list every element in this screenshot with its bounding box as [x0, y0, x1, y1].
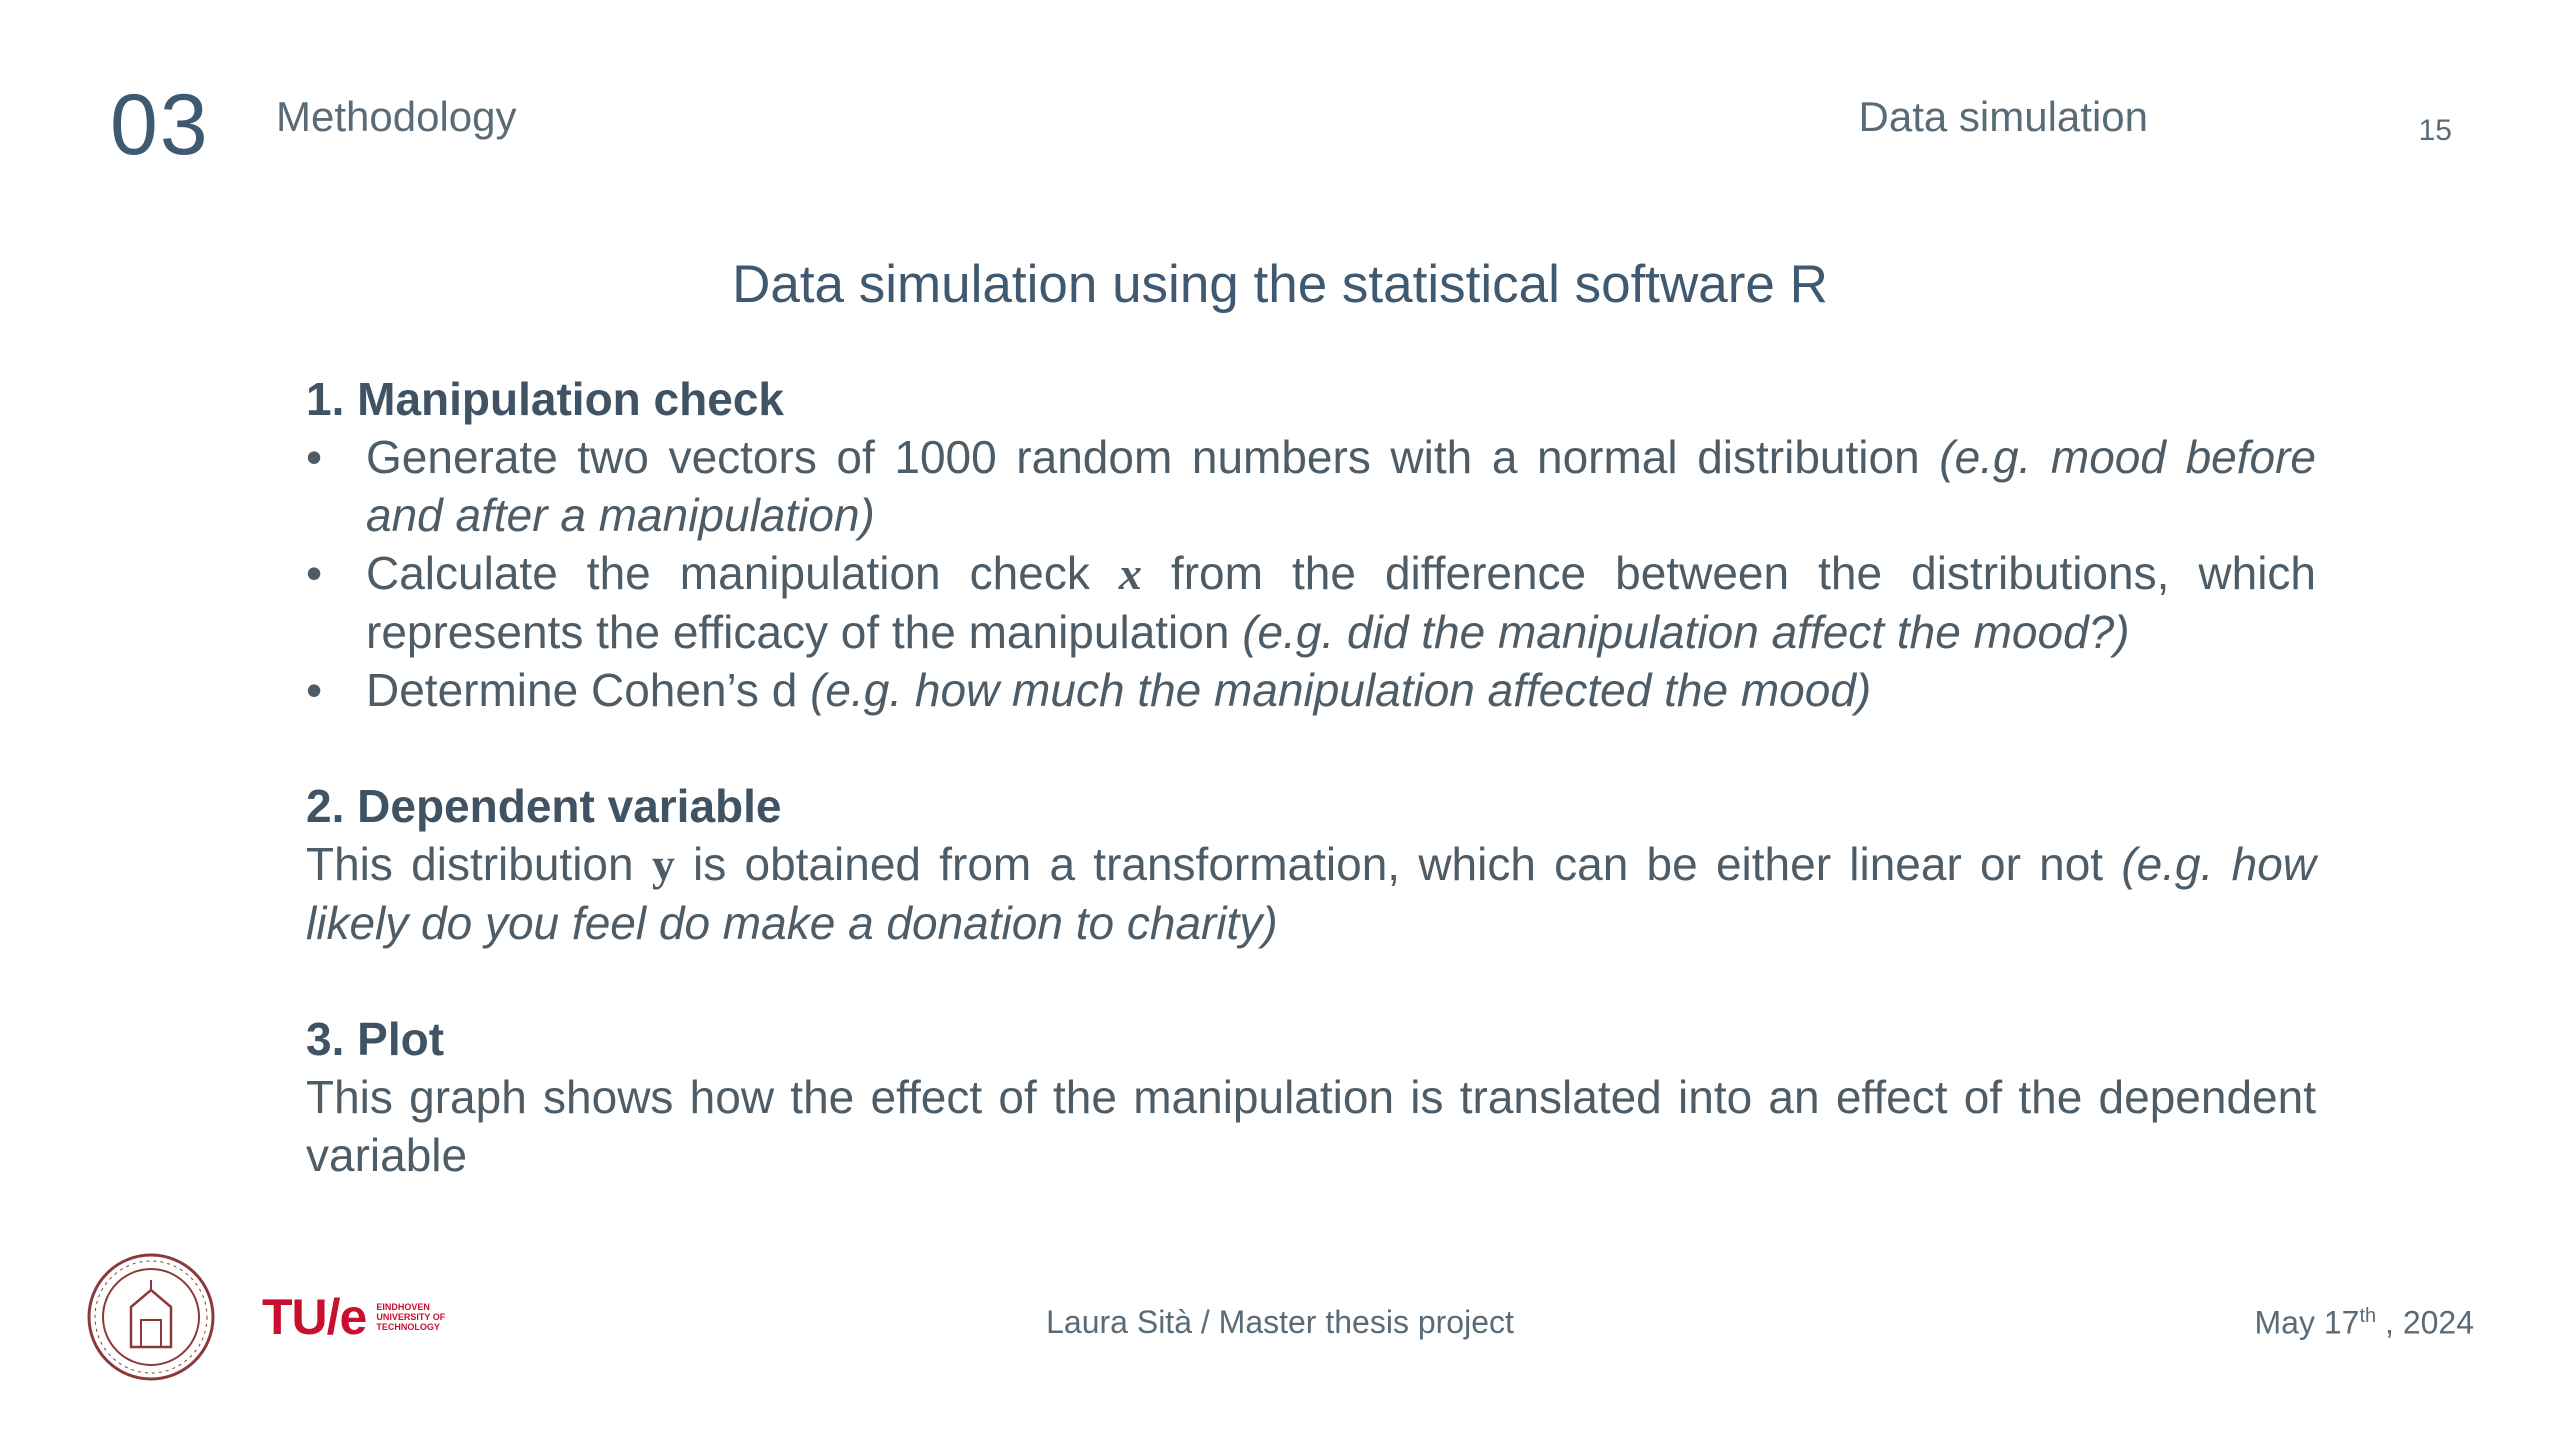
list-item: [306, 661, 2316, 719]
bullet-text: Calculate the manipulation check: [366, 547, 1119, 599]
topic-name: Data simulation: [1858, 93, 2148, 140]
date-suffix: th: [2359, 1305, 2377, 1327]
bullet-text-continued: from the difference between the distributions, which represents the efficacy of the manipulation: [366, 547, 2317, 658]
slide-content: [306, 370, 2316, 1184]
bullet-example: (e.g. mood before and after a manipulation): [366, 431, 2316, 541]
bullet-example: (e.g. did the manipulation affect the mood?): [1242, 606, 2130, 658]
tue-logo-mark: TU/e: [262, 1289, 367, 1345]
dependent-variable-text: [306, 835, 2316, 952]
spacer: [306, 952, 2316, 1010]
slide-title: Data simulation using the statistical software R: [732, 255, 1828, 314]
footer-date: [2255, 1306, 2474, 1339]
date-text: May 17: [2254, 1304, 2360, 1341]
page-number: 15: [2418, 114, 2452, 147]
tue-logo-line: TECHNOLOGY: [376, 1322, 440, 1332]
paragraph-example: (e.g. how likely do you feel do make a donation to charity): [306, 838, 2316, 949]
list-item: [306, 428, 2316, 544]
section-name: Methodology: [276, 93, 517, 140]
bullet-icon: •: [306, 664, 323, 716]
list-item: [306, 544, 2316, 661]
bullet-text: Determine Cohen’s d: [366, 664, 811, 716]
paragraph-text: This distribution: [306, 838, 652, 890]
section-number: 03: [110, 77, 210, 173]
manipulation-check-list: [306, 428, 2316, 719]
plot-text: This graph shows how the effect of the manipulation is translated into an effect of the dependent variable: [306, 1071, 2316, 1181]
tue-logo-line: EINDHOVEN: [376, 1302, 430, 1312]
date-year: , 2024: [2376, 1304, 2474, 1341]
bullet-text: Generate two vectors of 1000 random numbers with a normal distribution: [366, 431, 1940, 483]
bullet-example: (e.g. how much the manipulation affected the mood): [810, 664, 1872, 716]
variable-y: y: [651, 839, 675, 890]
bullet-icon: •: [306, 431, 323, 483]
spacer: [306, 719, 2316, 777]
variable-x: x: [1118, 548, 1142, 599]
paragraph-text-continued: is obtained from a transformation, which can be either linear or not: [674, 838, 2122, 890]
footer-author: Laura Sità / Master thesis project: [1046, 1304, 1514, 1340]
section-heading-dependent-variable: 2. Dependent variable: [306, 780, 782, 832]
bullet-icon: •: [306, 547, 323, 599]
section-heading-plot: 3. Plot: [306, 1013, 445, 1065]
section-heading-manipulation-check: 1. Manipulation check: [306, 373, 784, 425]
tue-logo-line: UNIVERSITY OF: [376, 1312, 446, 1322]
